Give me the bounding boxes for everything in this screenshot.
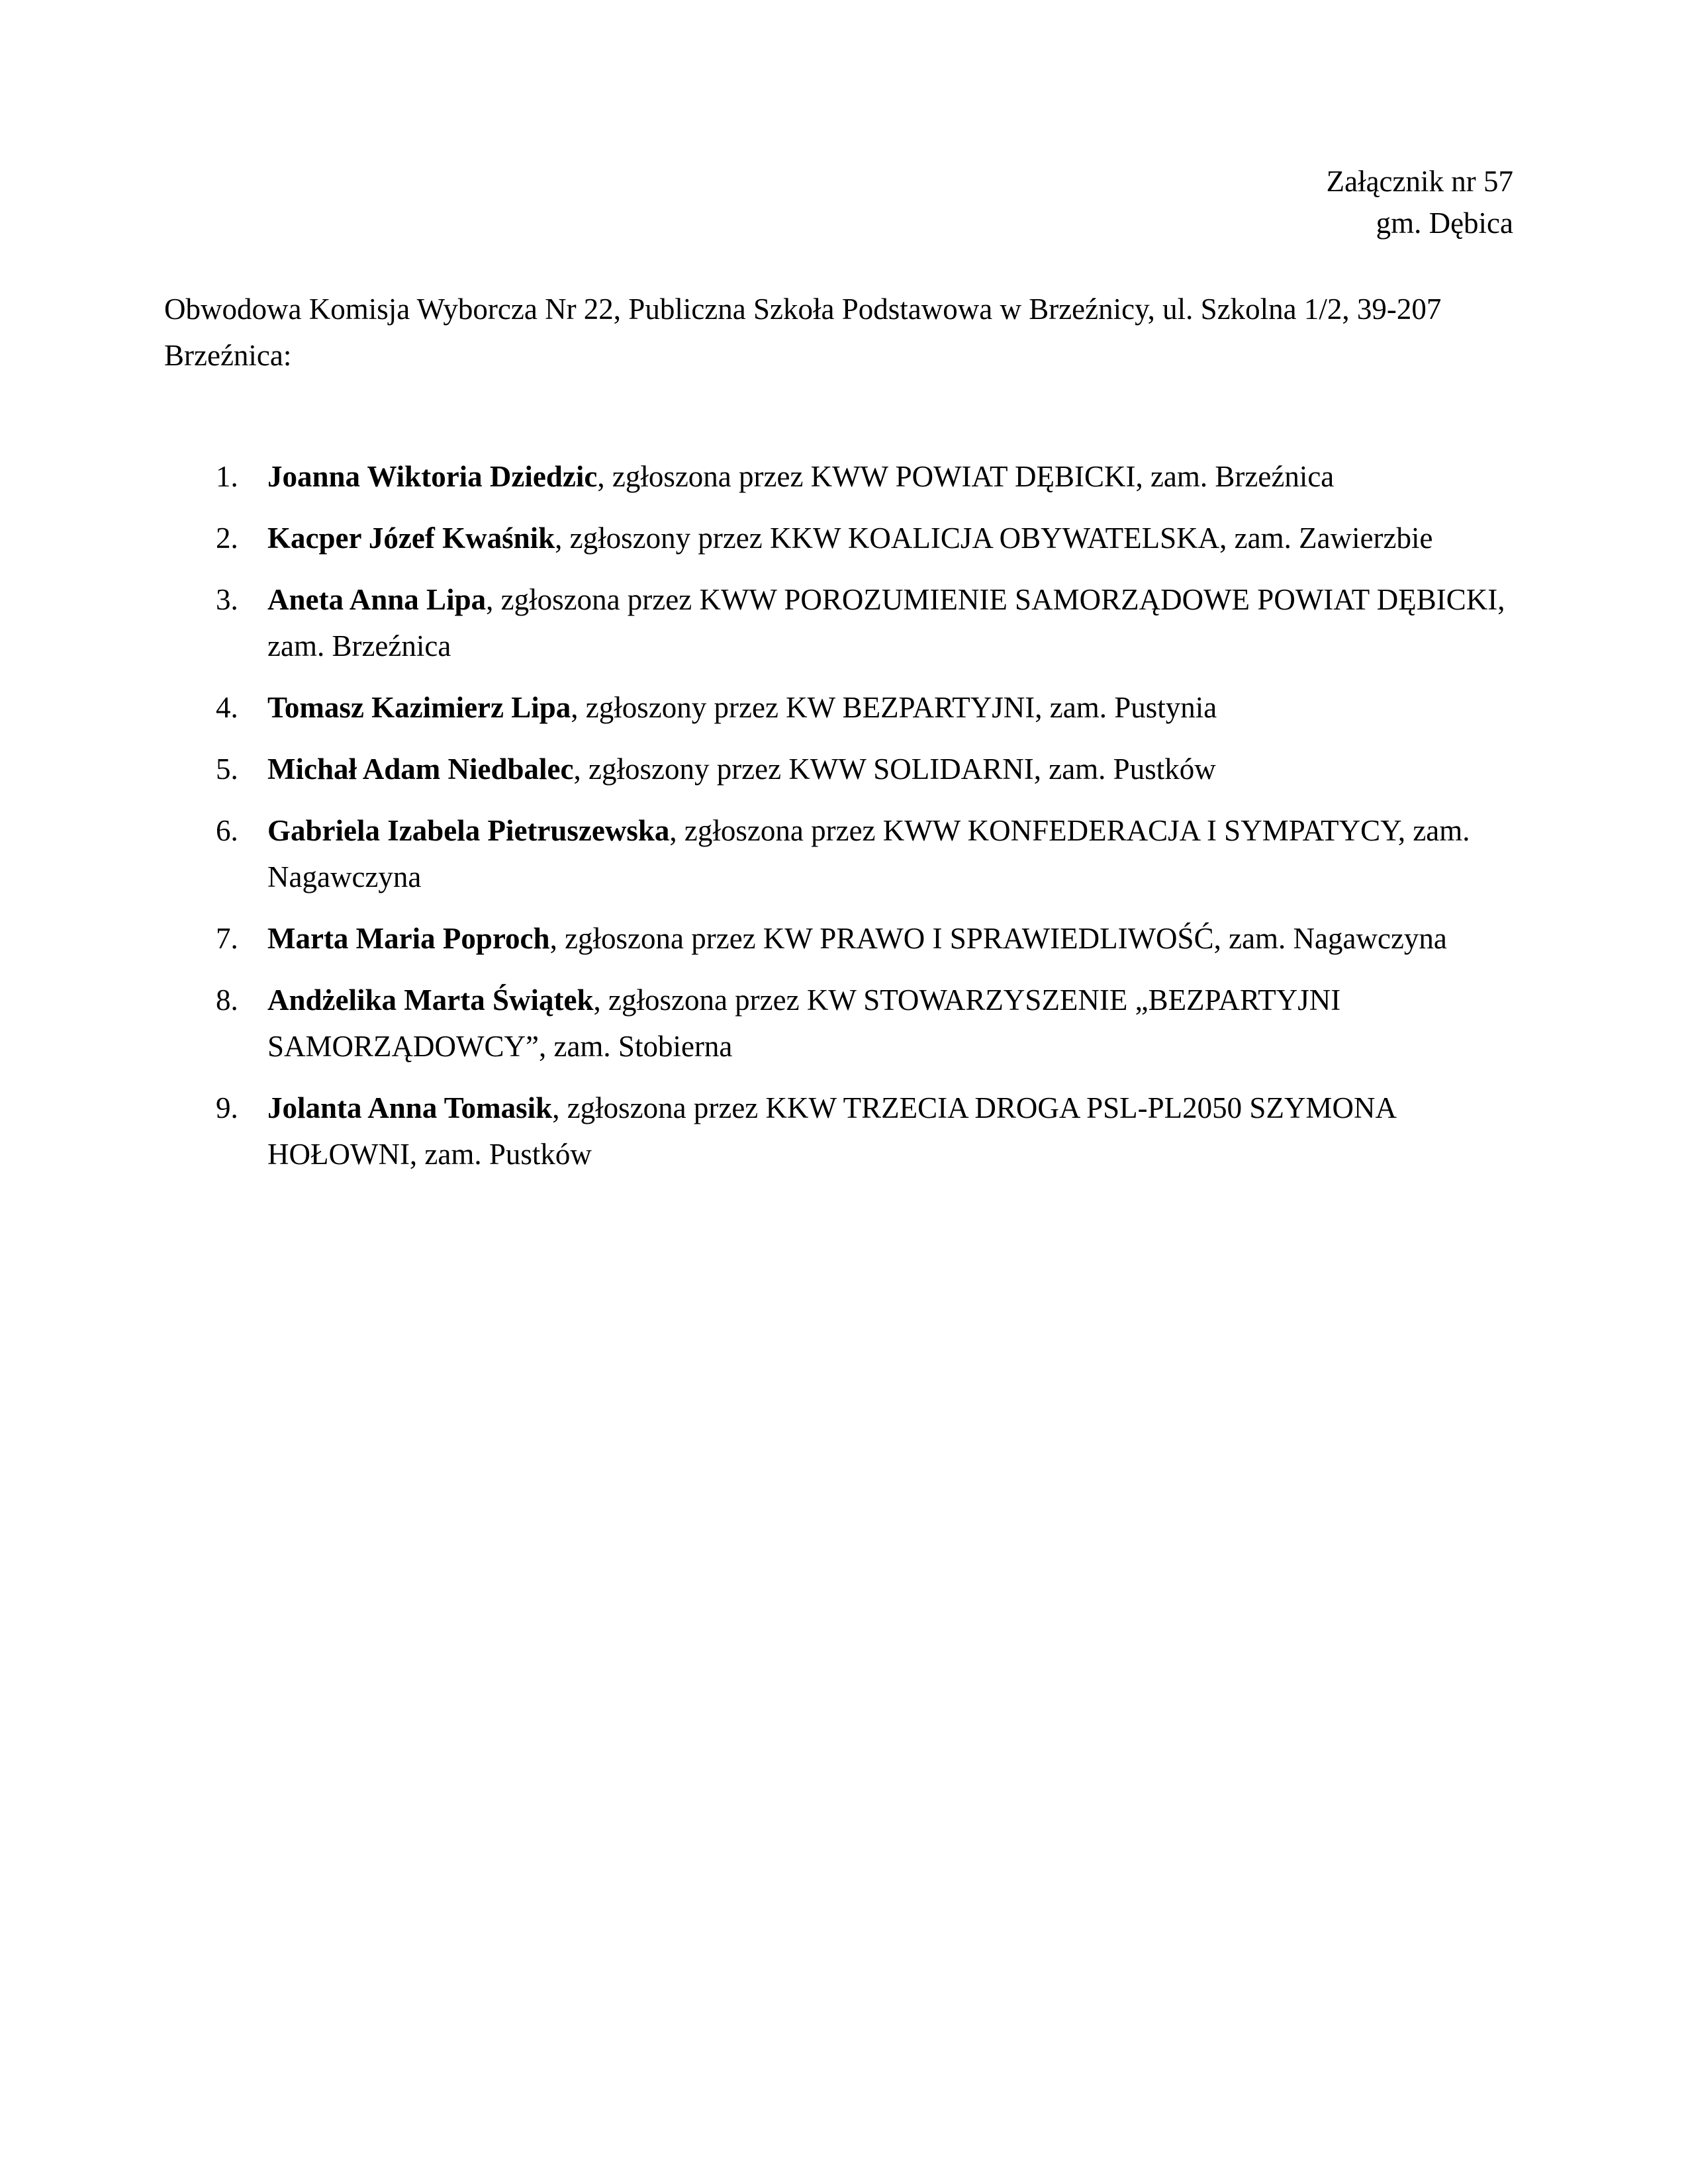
list-item xyxy=(164,746,1528,792)
list-item xyxy=(164,576,1528,669)
list-item xyxy=(164,684,1528,731)
item-number: 9. xyxy=(216,1091,238,1124)
member-details: , zgłoszona przez KKW TRZECIA DROGA PSL-PL2050 SZYMONA HOŁOWNI, zam. Pustków xyxy=(267,1091,1395,1171)
member-details: , zgłoszony przez KWW SOLIDARNI, zam. Pustków xyxy=(573,752,1216,786)
member-name: Andżelika Marta Świątek xyxy=(267,983,594,1017)
list-item xyxy=(164,453,1528,500)
member-name: Michał Adam Niedbalec xyxy=(267,752,574,786)
municipality-name: gm. Dębica xyxy=(1376,206,1513,240)
item-number: 7. xyxy=(216,922,238,955)
member-name: Tomasz Kazimierz Lipa xyxy=(267,691,571,724)
member-list xyxy=(164,453,1528,1193)
commission-description: Obwodowa Komisja Wyborcza Nr 22, Publiczna Szkoła Podstawowa w Brzeźnicy, ul. Szkolna 1/2, 39-207 Brzeźnica: xyxy=(164,293,1442,372)
item-number: 1. xyxy=(216,460,238,493)
member-name: Kacper Józef Kwaśnik xyxy=(267,522,555,555)
member-name: Gabriela Izabela Pietruszewska xyxy=(267,814,670,847)
list-item xyxy=(164,977,1528,1069)
item-number: 6. xyxy=(216,814,238,847)
member-name: Aneta Anna Lipa xyxy=(267,583,487,616)
list-item xyxy=(164,515,1528,561)
member-details: , zgłoszona przez KW PRAWO I SPRAWIEDLIWOŚĆ, zam. Nagawczyna xyxy=(549,922,1447,955)
member-details: , zgłoszony przez KW BEZPARTYJNI, zam. Pustynia xyxy=(571,691,1217,724)
member-details: , zgłoszona przez KWW KONFEDERACJA I SYMPATYCY, zam. Nagawczyna xyxy=(267,814,1470,893)
item-number: 8. xyxy=(216,983,238,1017)
member-details: , zgłoszony przez KKW KOALICJA OBYWATELSKA, zam. Zawierzbie xyxy=(555,522,1433,555)
list-item xyxy=(164,1085,1528,1177)
member-name: Marta Maria Poproch xyxy=(267,922,550,955)
member-details: , zgłoszona przez KWW POROZUMIENIE SAMORZĄDOWE POWIAT DĘBICKI, zam. Brzeźnica xyxy=(267,583,1505,662)
item-number: 2. xyxy=(216,522,238,555)
member-name: Joanna Wiktoria Dziedzic xyxy=(267,460,598,493)
attachment-number: Załącznik nr 57 xyxy=(1326,165,1513,198)
item-number: 4. xyxy=(216,691,238,724)
list-item xyxy=(164,915,1528,962)
member-details: , zgłoszona przez KWW POWIAT DĘBICKI, zam. Brzeźnica xyxy=(597,460,1335,493)
member-details: , zgłoszona przez KW STOWARZYSZENIE „BEZPARTYJNI SAMORZĄDOWCY”, zam. Stobierna xyxy=(267,983,1341,1063)
item-number: 5. xyxy=(216,752,238,786)
list-item xyxy=(164,807,1528,900)
item-number: 3. xyxy=(216,583,238,616)
member-name: Jolanta Anna Tomasik xyxy=(267,1091,553,1124)
document-header xyxy=(1327,161,1513,244)
